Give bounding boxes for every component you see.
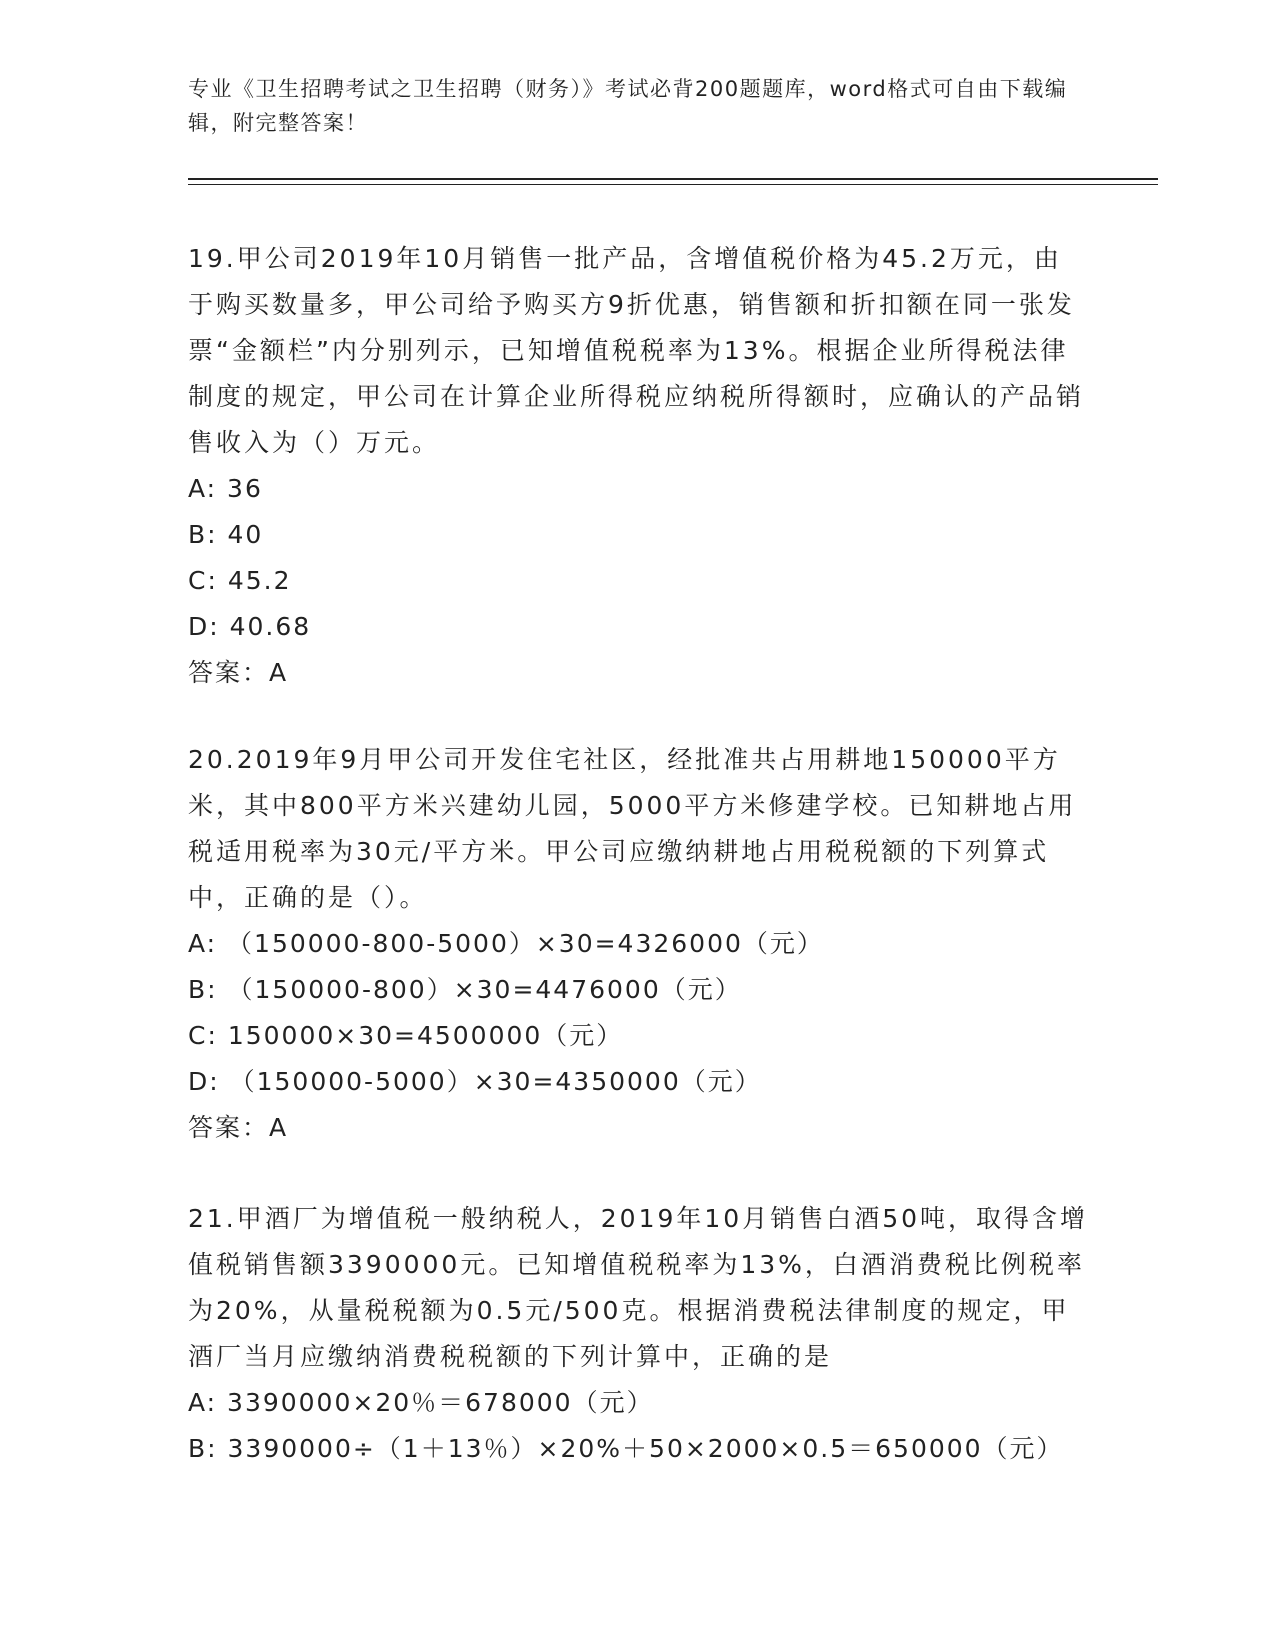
option-d: D: （150000-5000）×30=4350000（元） [188, 1067, 762, 1096]
document-intro: 专业《卫生招聘考试之卫生招聘（财务）》考试必背200题题库，word格式可自由下载编辑，附完整答案！ [188, 77, 1068, 135]
question-21 [188, 1196, 1088, 1472]
question-stem: 19.甲公司2019年10月销售一批产品，含增值税价格为45.2万元，由于购买数量多，甲公司给予购买方9折优惠，销售额和折扣额在同一张发票“金额栏”内分别列示，已知增值税税率为13%。根据企业所得税法律制度的规定，甲公司在计算企业所得税应纳税所得额时，应确认的产品销售收入为（）万元。 [188, 244, 1085, 457]
question-stem: 20.2019年9月甲公司开发住宅社区，经批准共占用耕地150000平方米，其中800平方米兴建幼儿园，5000平方米修建学校。已知耕地占用税适用税率为30元/平方米。甲公司应缴纳耕地占用税税额的下列算式中，正确的是（）。 [188, 745, 1077, 912]
option-a: A: 3390000×20％＝678000（元） [188, 1388, 654, 1417]
option-b: B: 3390000÷（1＋13％）×20%＋50×2000×0.5＝650000（元） [188, 1434, 1064, 1463]
question-19 [188, 236, 1088, 696]
option-b: B: （150000-800）×30=4476000（元） [188, 975, 742, 1004]
option-c: C: 45.2 [188, 566, 292, 595]
question-stem: 21.甲酒厂为增值税一般纳税人，2019年10月销售白酒50吨，取得含增值税销售额3390000元。已知增值税税率为13%，白酒消费税比例税率为20%，从量税税额为0.5元/500克。根据消费税法律制度的规定，甲酒厂当月应缴纳消费税税额的下列计算中，正确的是 [188, 1204, 1089, 1371]
option-a: A: （150000-800-5000）×30=4326000（元） [188, 929, 824, 958]
option-d: D: 40.68 [188, 612, 312, 641]
option-a: A: 36 [188, 474, 263, 503]
option-b: B: 40 [188, 520, 264, 549]
header-divider-thin [188, 184, 1158, 185]
header-divider-thick [188, 178, 1158, 180]
question-20 [188, 737, 1088, 1151]
answer-label: 答案：A [188, 658, 289, 687]
answer-label: 答案：A [188, 1113, 289, 1142]
option-c: C: 150000×30=4500000（元） [188, 1021, 624, 1050]
